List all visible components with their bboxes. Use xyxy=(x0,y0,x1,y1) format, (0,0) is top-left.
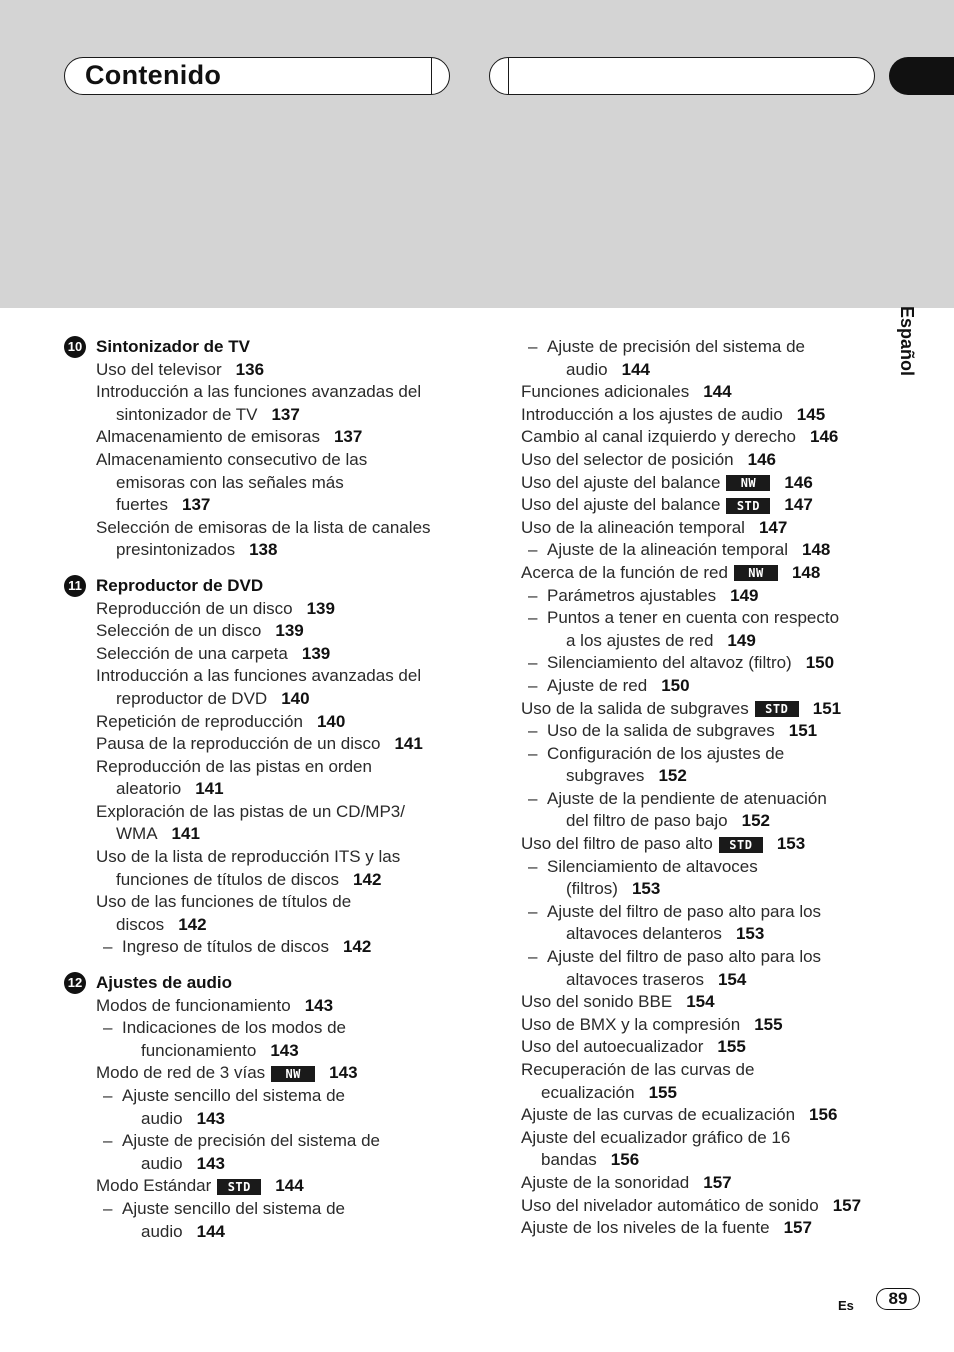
toc-entry[interactable] xyxy=(521,720,891,743)
toc-entry[interactable] xyxy=(64,869,464,892)
toc-entry[interactable] xyxy=(64,359,464,382)
toc-entry[interactable] xyxy=(521,743,891,766)
toc-entry-text: Uso del ajuste del balance xyxy=(521,472,721,492)
toc-entry-text: Almacenamiento de emisoras xyxy=(96,427,320,447)
toc-entry[interactable] xyxy=(64,449,464,472)
toc-entry[interactable] xyxy=(64,1040,464,1063)
toc-entry[interactable] xyxy=(64,778,464,801)
sub-entry-dash: – xyxy=(528,675,538,695)
toc-entry[interactable] xyxy=(64,733,464,756)
toc-entry[interactable] xyxy=(64,846,464,869)
sub-entry-dash: – xyxy=(103,1131,113,1151)
toc-entry-text: Introducción a las funciones avanzadas del xyxy=(96,666,422,686)
toc-entry[interactable] xyxy=(64,891,464,914)
toc-entry-text: fuertes xyxy=(116,495,168,515)
toc-entry-text: Almacenamiento consecutivo de las xyxy=(96,449,368,469)
toc-entry[interactable] xyxy=(521,1014,891,1037)
toc-entry-text: Uso de las funciones de títulos de xyxy=(96,892,352,912)
toc-entry-text: Reproducción de un disco xyxy=(96,598,293,618)
toc-entry[interactable] xyxy=(521,630,891,653)
toc-page-number: 154 xyxy=(686,992,715,1012)
toc-entry[interactable] xyxy=(521,652,891,675)
toc-entry[interactable] xyxy=(521,833,891,856)
toc-page-number: 141 xyxy=(171,824,200,844)
toc-page-number: 153 xyxy=(735,924,765,944)
toc-page-number: 155 xyxy=(754,1014,783,1034)
toc-section-heading[interactable] xyxy=(64,575,464,598)
toc-entry-text: emisoras con las señales más xyxy=(116,472,344,492)
toc-page-number: 140 xyxy=(281,688,310,708)
toc-section-heading[interactable] xyxy=(64,972,464,995)
toc-entry-text: Modo Estándar xyxy=(96,1176,212,1196)
toc-entry-text: Reproducción de las pistas en orden xyxy=(96,756,372,776)
toc-page-number: 143 xyxy=(304,995,334,1015)
toc-page-number: 136 xyxy=(235,359,265,379)
toc-entry[interactable] xyxy=(64,1198,464,1221)
title-box-divider xyxy=(431,58,432,94)
toc-entry-text: audio xyxy=(141,1108,183,1128)
toc-entry-text: Uso de BMX y la compresión xyxy=(521,1014,741,1034)
toc-entry[interactable] xyxy=(64,1221,464,1244)
toc-page-number: 143 xyxy=(329,1063,358,1083)
toc-entry-text: Silenciamiento de altavoces xyxy=(547,856,758,876)
toc-entry[interactable] xyxy=(521,1082,891,1105)
toc-entry[interactable] xyxy=(521,1127,891,1150)
toc-entry[interactable] xyxy=(521,607,891,630)
section-number-badge: 11 xyxy=(64,575,86,597)
toc-page-number: 147 xyxy=(758,517,788,537)
sub-entry-dash: – xyxy=(528,947,538,967)
toc-entry-text: presintonizados xyxy=(116,540,236,560)
toc-entry[interactable] xyxy=(521,336,891,359)
toc-entry-text: Funciones adicionales xyxy=(521,382,690,402)
toc-entry[interactable] xyxy=(64,472,464,495)
toc-page-number: 155 xyxy=(648,1082,677,1102)
mode-badge: STD xyxy=(719,837,763,853)
section-tab xyxy=(889,57,954,95)
toc-entry-text: Ajuste del filtro de paso alto para los xyxy=(547,901,822,921)
toc-entry-text: ecualización xyxy=(541,1082,635,1102)
toc-entry-text: sintonizador de TV xyxy=(116,404,258,424)
sub-entry-dash: – xyxy=(528,608,538,628)
section-gap xyxy=(64,562,464,575)
toc-entry-text: Ajuste del ecualizador gráfico de 16 xyxy=(521,1127,791,1147)
toc-entry-text: Uso del ajuste del balance xyxy=(521,495,721,515)
mode-badge: NW xyxy=(726,475,770,491)
toc-entry-text: Ajuste de precisión del sistema de xyxy=(122,1131,380,1151)
toc-entry-text: altavoces delanteros xyxy=(566,924,722,944)
toc-page-number: 142 xyxy=(353,869,382,889)
toc-entry[interactable] xyxy=(521,788,891,811)
toc-page-number: 139 xyxy=(275,621,304,641)
toc-page-number: 151 xyxy=(788,721,818,741)
toc-entry[interactable] xyxy=(521,765,891,788)
toc-page-number: 143 xyxy=(270,1040,299,1060)
toc-entry-text: Uso de la salida de subgraves xyxy=(521,698,749,718)
page-title: Contenido xyxy=(85,60,222,90)
toc-page-number: 137 xyxy=(271,404,300,424)
toc-entry[interactable] xyxy=(64,688,464,711)
toc-entry-text: Uso del selector de posición xyxy=(521,449,734,469)
sub-entry-dash: – xyxy=(103,1086,113,1105)
toc-page-number: 143 xyxy=(196,1153,225,1173)
toc-entry[interactable] xyxy=(64,517,464,540)
toc-entry-text: del filtro de paso bajo xyxy=(566,811,728,831)
toc-entry[interactable] xyxy=(521,1217,891,1240)
toc-entry[interactable] xyxy=(64,1130,464,1153)
toc-page-number: 146 xyxy=(747,449,776,469)
header-band xyxy=(0,0,954,308)
toc-page-number: 145 xyxy=(796,404,826,424)
toc-entry[interactable] xyxy=(64,801,464,824)
toc-entry[interactable] xyxy=(521,810,891,833)
footer-page-number: 89 xyxy=(876,1288,920,1310)
toc-entry[interactable] xyxy=(521,698,891,721)
toc-entry[interactable] xyxy=(64,936,464,959)
toc-entry[interactable] xyxy=(521,969,891,992)
toc-page-number: 152 xyxy=(658,766,687,786)
toc-entry-text: Recuperación de las curvas de xyxy=(521,1060,755,1079)
toc-entry-text: Ajuste sencillo del sistema de xyxy=(122,1086,346,1105)
sub-entry-dash: – xyxy=(528,788,538,808)
toc-page-number: 144 xyxy=(275,1176,304,1196)
toc-page-number: 155 xyxy=(717,1037,746,1057)
toc-entry-text: Repetición de reproducción xyxy=(96,711,303,731)
toc-left-column xyxy=(64,336,464,1243)
toc-entry[interactable] xyxy=(521,562,891,585)
toc-entry[interactable] xyxy=(521,675,891,698)
toc-entry[interactable] xyxy=(64,1062,464,1085)
section-gap xyxy=(64,959,464,972)
toc-page-number: 142 xyxy=(178,914,207,934)
toc-entry[interactable] xyxy=(521,878,891,901)
toc-entry-text: Introducción a las funciones avanzadas del xyxy=(96,382,422,402)
mode-badge: STD xyxy=(726,498,770,514)
sub-entry-dash: – xyxy=(528,856,538,876)
toc-entry-text: Silenciamiento del altavoz (filtro) xyxy=(547,653,792,673)
sub-entry-dash: – xyxy=(528,540,538,560)
toc-entry-text: Introducción a los ajustes de audio xyxy=(521,404,783,424)
toc-entry[interactable] xyxy=(64,598,464,621)
toc-entry-text: Uso de la alineación temporal xyxy=(521,517,745,537)
toc-entry[interactable] xyxy=(521,1195,891,1218)
toc-entry[interactable] xyxy=(521,449,891,472)
toc-entry[interactable] xyxy=(521,539,891,562)
toc-entry-text: reproductor de DVD xyxy=(116,688,268,708)
mode-badge: STD xyxy=(217,1179,261,1195)
toc-entry-text: Selección de una carpeta xyxy=(96,643,288,663)
toc-entry-text: funciones de títulos de discos xyxy=(116,869,340,889)
toc-entry[interactable] xyxy=(521,901,891,924)
sub-entry-dash: – xyxy=(103,1018,113,1038)
toc-page-number: 139 xyxy=(306,598,335,618)
toc-page-number: 138 xyxy=(249,540,278,560)
toc-entry-text: Selección de emisoras de la lista de canales xyxy=(96,517,431,537)
toc-entry[interactable] xyxy=(64,1153,464,1176)
toc-page-number: 153 xyxy=(631,879,661,899)
toc-entry[interactable] xyxy=(64,665,464,688)
section-title: Reproductor de DVD xyxy=(96,575,264,595)
toc-page-number: 149 xyxy=(727,630,756,650)
toc-right-column xyxy=(521,336,891,1240)
toc-entry-text: (filtros) xyxy=(566,879,618,899)
toc-entry-text: discos xyxy=(116,914,165,934)
sub-entry-dash: – xyxy=(103,1198,113,1218)
toc-entry-text: altavoces traseros xyxy=(566,969,704,989)
title-box xyxy=(64,57,450,95)
toc-page-number: 152 xyxy=(741,811,770,831)
toc-page-number: 148 xyxy=(791,562,821,582)
toc-entry[interactable] xyxy=(521,1104,891,1127)
toc-page-number: 141 xyxy=(394,734,423,754)
toc-entry-text: Modos de funcionamiento xyxy=(96,995,291,1015)
toc-entry[interactable] xyxy=(521,585,891,608)
toc-entry-text: Uso del televisor xyxy=(96,359,222,379)
toc-entry[interactable] xyxy=(64,494,464,517)
toc-entry[interactable] xyxy=(64,539,464,562)
toc-entry-text: aleatorio xyxy=(116,779,182,799)
toc-entry[interactable] xyxy=(64,381,464,404)
right-box-divider xyxy=(508,58,509,94)
toc-entry-text: Selección de un disco xyxy=(96,621,262,641)
toc-entry-text: Modo de red de 3 vías xyxy=(96,1063,266,1083)
toc-entry[interactable] xyxy=(64,643,464,666)
toc-entry-text: Cambio al canal izquierdo y derecho xyxy=(521,427,796,447)
toc-entry-text: audio xyxy=(566,359,608,379)
toc-entry-text: Puntos a tener en cuenta con respecto xyxy=(547,608,840,628)
toc-entry-text: funcionamiento xyxy=(141,1040,257,1060)
toc-page-number: 149 xyxy=(730,585,759,605)
toc-page-number: 140 xyxy=(316,711,346,731)
toc-entry[interactable] xyxy=(521,1149,891,1172)
toc-entry[interactable] xyxy=(521,359,891,382)
toc-entry[interactable] xyxy=(521,1059,891,1082)
toc-entry-text: Uso del autoecualizador xyxy=(521,1037,704,1057)
toc-entry[interactable] xyxy=(64,404,464,427)
toc-entry-text: Configuración de los ajustes de xyxy=(547,743,785,763)
toc-page-number: 146 xyxy=(810,427,839,447)
toc-entry-text: Uso del filtro de paso alto xyxy=(521,834,713,854)
toc-entry-text: Ajuste de las curvas de ecualización xyxy=(521,1105,796,1125)
toc-page-number: 141 xyxy=(195,779,224,799)
sub-entry-dash: – xyxy=(528,743,538,763)
section-title: Ajustes de audio xyxy=(96,973,233,993)
language-tab xyxy=(889,282,954,298)
section-title: Sintonizador de TV xyxy=(96,337,250,356)
sub-entry-dash: – xyxy=(528,585,538,605)
toc-section-heading[interactable] xyxy=(64,336,464,359)
toc-page-number: 150 xyxy=(661,675,690,695)
sub-entry-dash: – xyxy=(528,721,538,741)
toc-page-number: 137 xyxy=(333,427,363,447)
mode-badge: STD xyxy=(755,701,799,717)
header-right-box xyxy=(489,57,875,95)
toc-entry-text: Uso de la salida de subgraves xyxy=(547,721,775,741)
toc-page-number: 144 xyxy=(703,382,732,402)
toc-page-number: 151 xyxy=(812,698,842,718)
toc-page-number: 143 xyxy=(196,1108,225,1128)
toc-entry[interactable] xyxy=(64,1085,464,1108)
toc-entry-text: Uso del nivelador automático de sonido xyxy=(521,1195,819,1215)
toc-page-number: 156 xyxy=(809,1105,838,1125)
toc-entry[interactable] xyxy=(64,711,464,734)
toc-entry[interactable] xyxy=(521,472,891,495)
toc-entry[interactable] xyxy=(64,1175,464,1198)
toc-entry-text: Ingreso de títulos de discos xyxy=(122,937,329,957)
toc-entry[interactable] xyxy=(521,426,891,449)
toc-entry[interactable] xyxy=(64,1017,464,1040)
toc-entry-text: audio xyxy=(141,1153,183,1173)
toc-entry-text: Uso del sonido BBE xyxy=(521,992,673,1012)
footer-language-code: Es xyxy=(838,1298,854,1313)
toc-page-number: 153 xyxy=(776,834,806,854)
toc-entry-text: a los ajustes de red xyxy=(566,630,714,650)
toc-entry-text: Ajuste del filtro de paso alto para los xyxy=(547,947,822,967)
toc-page-number: 142 xyxy=(342,937,372,957)
toc-entry-text: WMA xyxy=(116,824,158,844)
toc-entry[interactable] xyxy=(64,1108,464,1131)
toc-entry[interactable] xyxy=(521,381,891,404)
toc-entry[interactable] xyxy=(521,991,891,1014)
toc-entry[interactable] xyxy=(64,914,464,937)
toc-entry[interactable] xyxy=(521,946,891,969)
toc-entry-text: Ajuste de red xyxy=(547,675,648,695)
toc-page-number: 139 xyxy=(301,643,331,663)
toc-page-number: 147 xyxy=(784,495,813,515)
toc-entry-text: subgraves xyxy=(566,766,645,786)
toc-entry-text: Ajuste de los niveles de la fuente xyxy=(521,1218,770,1238)
toc-entry-text: Ajuste de la alineación temporal xyxy=(547,540,788,560)
toc-entry[interactable] xyxy=(64,995,464,1018)
toc-entry-text: audio xyxy=(141,1221,183,1241)
toc-entry[interactable] xyxy=(521,494,891,517)
toc-page-number: 146 xyxy=(784,472,813,492)
toc-page-number: 156 xyxy=(610,1150,640,1170)
toc-entry-text: Ajuste sencillo del sistema de xyxy=(122,1198,346,1218)
toc-page-number: 157 xyxy=(703,1172,732,1192)
toc-page-number: 137 xyxy=(181,495,211,515)
section-number-badge: 10 xyxy=(64,336,86,358)
toc-entry[interactable] xyxy=(64,620,464,643)
toc-page-number: 157 xyxy=(832,1195,862,1215)
language-label: Español xyxy=(897,306,917,377)
toc-entry[interactable] xyxy=(521,517,891,540)
toc-entry-text: Ajuste de la sonoridad xyxy=(521,1172,690,1192)
section-number-badge: 12 xyxy=(64,972,86,994)
toc-entry-text: Ajuste de precisión del sistema de xyxy=(547,337,805,356)
toc-page-number: 154 xyxy=(717,969,747,989)
sub-entry-dash: – xyxy=(528,653,538,673)
toc-page-number: 157 xyxy=(783,1218,812,1238)
toc-page-number: 144 xyxy=(196,1221,225,1241)
sub-entry-dash: – xyxy=(528,337,538,356)
sub-entry-dash: – xyxy=(103,937,113,957)
toc-entry[interactable] xyxy=(521,923,891,946)
sub-entry-dash: – xyxy=(528,901,538,921)
toc-entry[interactable] xyxy=(521,404,891,427)
mode-badge: NW xyxy=(734,565,778,581)
toc-entry-text: Uso de la lista de reproducción ITS y las xyxy=(96,847,401,867)
toc-entry[interactable] xyxy=(521,856,891,879)
toc-entry-text: Pausa de la reproducción de un disco xyxy=(96,734,381,754)
toc-entry-text: Exploración de las pistas de un CD/MP3/ xyxy=(96,801,405,821)
toc-entry[interactable] xyxy=(64,756,464,779)
toc-entry-text: bandas xyxy=(541,1150,597,1170)
toc-entry[interactable] xyxy=(64,823,464,846)
toc-entry[interactable] xyxy=(521,1036,891,1059)
toc-page-number: 150 xyxy=(805,653,835,673)
toc-entry[interactable] xyxy=(64,426,464,449)
mode-badge: NW xyxy=(271,1066,315,1082)
toc-entry-text: Ajuste de la pendiente de atenuación xyxy=(547,788,827,808)
toc-page-number: 148 xyxy=(801,540,831,560)
toc-entry-text: Indicaciones de los modos de xyxy=(122,1018,346,1038)
toc-entry-text: Parámetros ajustables xyxy=(547,585,717,605)
toc-entry[interactable] xyxy=(521,1172,891,1195)
toc-page-number: 144 xyxy=(621,359,650,379)
toc-entry-text: Acerca de la función de red xyxy=(521,562,728,582)
